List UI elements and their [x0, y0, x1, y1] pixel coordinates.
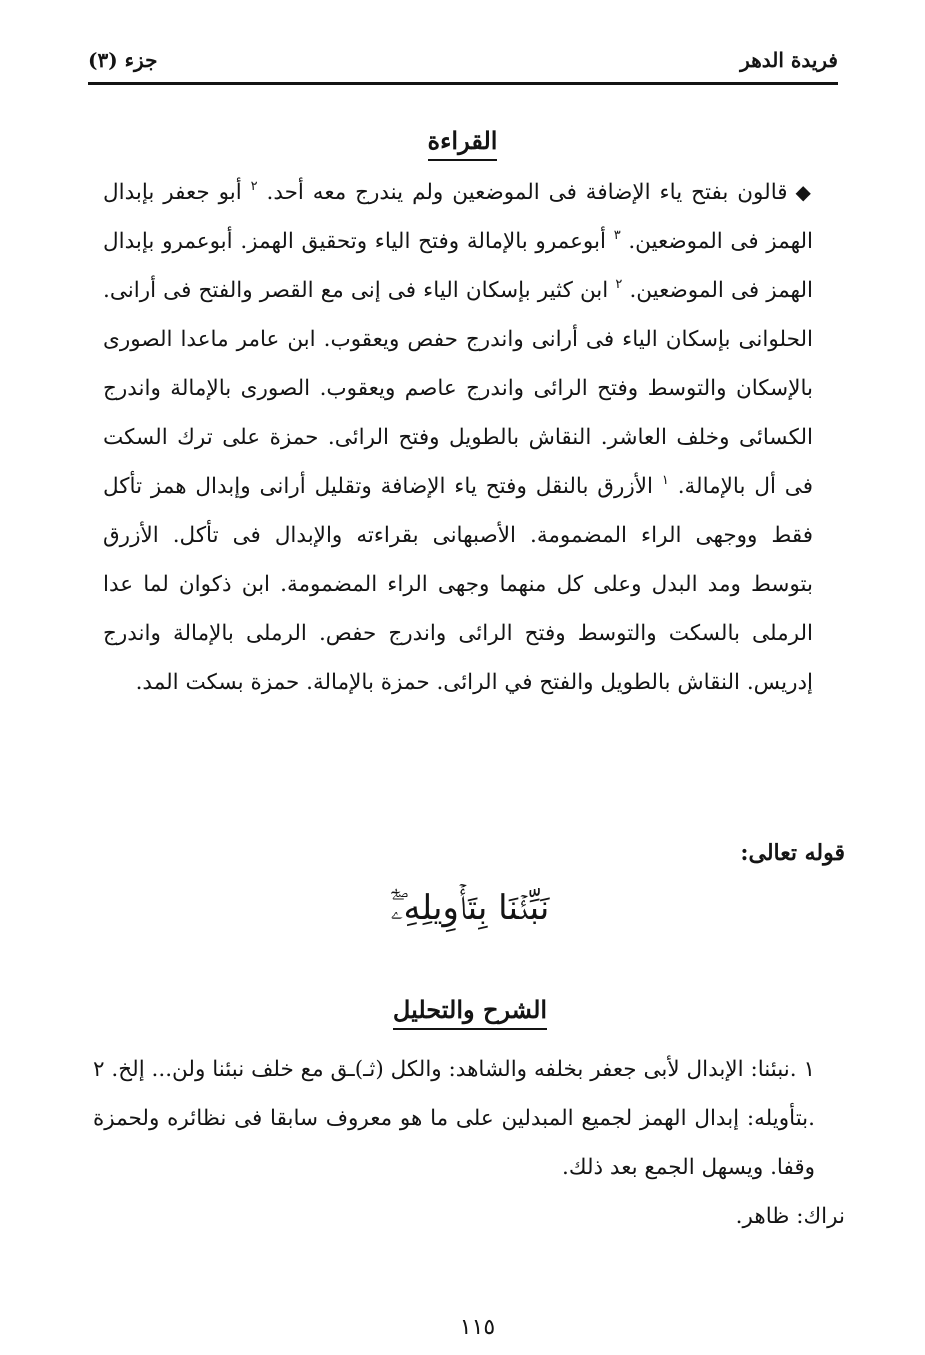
qiraa-paragraph — [103, 168, 813, 707]
qiraa-body — [103, 168, 813, 707]
qiraa-text: أبو جعفر بإبدال الهمز فى الموضعين. — [103, 180, 813, 254]
sharh-paragraph: نراك: ظاهر. — [735, 1204, 845, 1229]
page-number: ١١٥ — [459, 1315, 496, 1340]
book-title: فريدة الدهر — [740, 48, 838, 72]
diamond-bullet-icon: ◆ — [795, 180, 813, 204]
footnote-marker: ٢ — [615, 277, 623, 292]
sharh-body — [93, 1045, 845, 1241]
footnote-marker: ١ — [661, 473, 669, 488]
qiraa-text: أبوعمرو بالإمالة وفتح الياء وتحقيق الهمز. أبوعمرو بإبدال الهمز فى الموضعين. — [103, 229, 813, 303]
header-rule — [88, 82, 838, 85]
sharh-heading-text: الشرح والتحليل — [393, 995, 547, 1030]
qiraa-heading — [0, 126, 925, 155]
sharh-heading — [0, 995, 925, 1024]
footnote-marker: ٣ — [613, 228, 621, 243]
qiraa-text: ابن كثير بإسكان الياء فى إنى مع القصر والفتح فى أرانى. الحلوانى بإسكان الياء فى أرانى واندرج حفص ويعقوب. ابن عامر ماعدا الصورى بالإسكان والتوسط وفتح الرائى واندرج عاصم ويعقوب. الصورى بالإمالة واندرج الكسائى وخلف العاشر. النقاش بالطويل وفتح الرائى. حمزة على ترك السكت فى أل بالإمالة. — [103, 278, 813, 499]
quran-verse: نَبِّئۡنَا بِتَأۡوِيلِهِۦٓۖ — [390, 888, 550, 928]
qiraa-text: الأزرق بالنقل وفتح ياء الإضافة وتقليل أرانى وإبدال همز تأكل فقط ووجهى الراء المضمومة. الأصبهانى بقراءته والإبدال فى تأكل. الأزرق بتوسط ومد البدل وعلى كل منهما وجهى الراء المضمومة. ابن ذكوان لما عدا الرملى بالسكت والتوسط وفتح الرائى واندرج حفص. الرملى بالإمالة واندرج إدريس. النقاش بالطويل والفتح في الرائى. حمزة بالإمالة. حمزة بسكت المد. — [103, 474, 813, 695]
verse-intro: قوله تعالى: — [740, 840, 845, 866]
qiraa-heading-text: القراءة — [428, 126, 498, 161]
qiraa-text: قالون بفتح ياء الإضافة فى الموضعين ولم يندرج معه أحد. — [257, 180, 788, 205]
footnote-marker: ٢ — [250, 179, 258, 194]
sharh-paragraph: ١ .نبئنا: الإبدال لأبى جعفر بخلفه والشاهد: والكل (ثـ)ـق مع خلف نبئنا ولن... إلخ. ٢ .بتأويله: إبدال الهمز لجميع المبدلين على ما هو معروف سابقا فى نظائره ولحمزة وقفا. ويسهل الجمع بعد ذلك. — [93, 1057, 815, 1180]
part-number: جزء (٣) — [88, 48, 158, 72]
running-header — [88, 42, 838, 78]
